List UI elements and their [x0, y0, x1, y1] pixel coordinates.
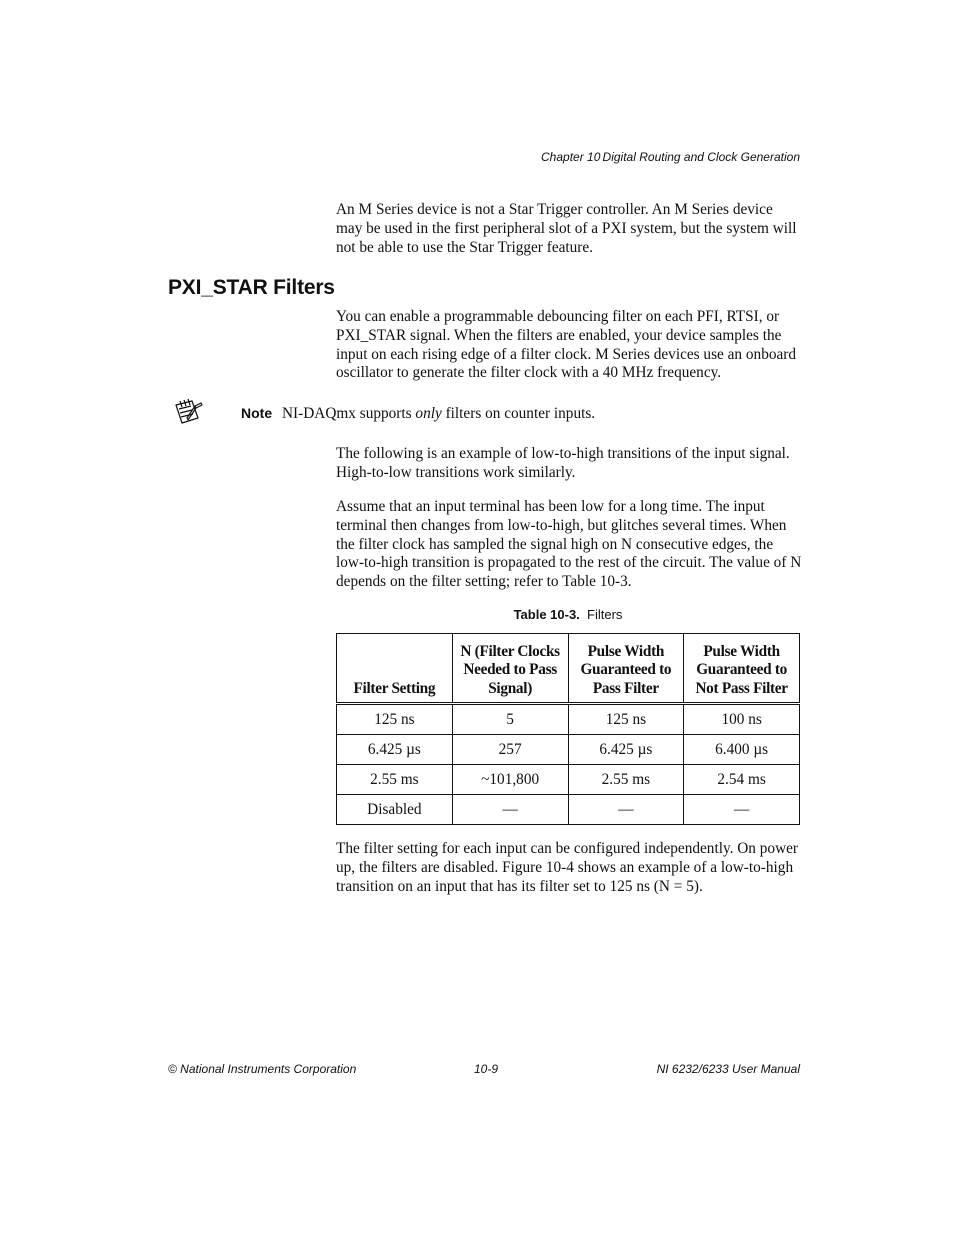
table-header-row — [337, 634, 800, 704]
note-text: NI-DAQmx supports only filters on counter inputs. — [282, 405, 596, 422]
table-cell: 6.425 µs — [568, 735, 684, 765]
running-header — [0, 150, 954, 166]
table-caption — [336, 607, 800, 622]
table-cell: 2.55 ms — [568, 765, 684, 795]
body-paragraph-assume: Assume that an input terminal has been low for a long time. The input terminal then changes from low-to-high, but glitches several times. When the filter clock has sampled the signal high on N consecutive edges, the low-to-high transition is propagated to the rest of the circuit. The value of N depends on the filter setting; refer to Table 10-3. — [336, 498, 802, 591]
note-label: Note — [241, 405, 273, 421]
table-row — [337, 795, 800, 825]
table-header-cell: N (Filter Clocks Needed to Pass Signal) — [452, 634, 568, 704]
table-caption-label: Table 10-3. — [513, 607, 580, 622]
table-caption-title: Filters — [587, 607, 623, 622]
manual-title: NI 6232/6233 User Manual — [656, 1062, 800, 1076]
intro-paragraph: An M Series device is not a Star Trigger controller. An M Series device may be used in the first peripheral slot of a PXI system, but the system will not be able to use the Star Trigger feature. — [336, 201, 797, 256]
page-number: 10-9 — [474, 1062, 499, 1076]
table-cell: 125 ns — [337, 704, 453, 735]
table-cell: 5 — [452, 704, 568, 735]
note-emphasis: only — [415, 405, 442, 422]
table-row — [337, 765, 800, 795]
running-footer — [0, 1062, 954, 1078]
chapter-title: Digital Routing and Clock Generation — [602, 150, 800, 164]
table-cell: 2.54 ms — [684, 765, 800, 795]
table-cell: Disabled — [337, 795, 453, 825]
table-cell: 2.55 ms — [337, 765, 453, 795]
table-cell: — — [452, 795, 568, 825]
table-cell: 100 ns — [684, 704, 800, 735]
table-header-cell: Pulse Width Guaranteed to Not Pass Filter — [684, 634, 800, 704]
body-paragraph-debounce: You can enable a programmable debouncing filter on each PFI, RTSI, or PXI_STAR signal. When the filters are enabled, your device samples the input on each rising edge of a filter clock. M Series devices use an onboard oscillator to generate the filter clock with a 40 MHz frequency. — [336, 308, 797, 382]
footer-copyright: © National Instruments Corporation — [168, 1062, 357, 1076]
table-row — [337, 735, 800, 765]
note-pad-icon — [174, 398, 204, 426]
table-cell: ~101,800 — [452, 765, 568, 795]
table-cell: — — [568, 795, 684, 825]
table-cell: 6.400 µs — [684, 735, 800, 765]
table-cell: — — [684, 795, 800, 825]
table-cell: 125 ns — [568, 704, 684, 735]
filters-table — [336, 633, 800, 825]
section-heading: PXI_STAR Filters — [168, 276, 335, 299]
body-paragraph-configuration: The filter setting for each input can be configured independently. On power up, the filters are disabled. Figure 10-4 shows an example of a low-to-high transition on an input that has its filter set to 125 ns (N = 5). — [336, 840, 798, 895]
table-cell: 257 — [452, 735, 568, 765]
body-paragraph-example: The following is an example of low-to-high transitions of the input signal. High-to-low transitions work similarly. — [336, 445, 790, 481]
table-row — [337, 704, 800, 735]
table-header-cell: Filter Setting — [337, 634, 453, 704]
chapter-label: Chapter 10 — [541, 150, 601, 164]
table-cell: 6.425 µs — [337, 735, 453, 765]
table-header-cell: Pulse Width Guaranteed to Pass Filter — [568, 634, 684, 704]
